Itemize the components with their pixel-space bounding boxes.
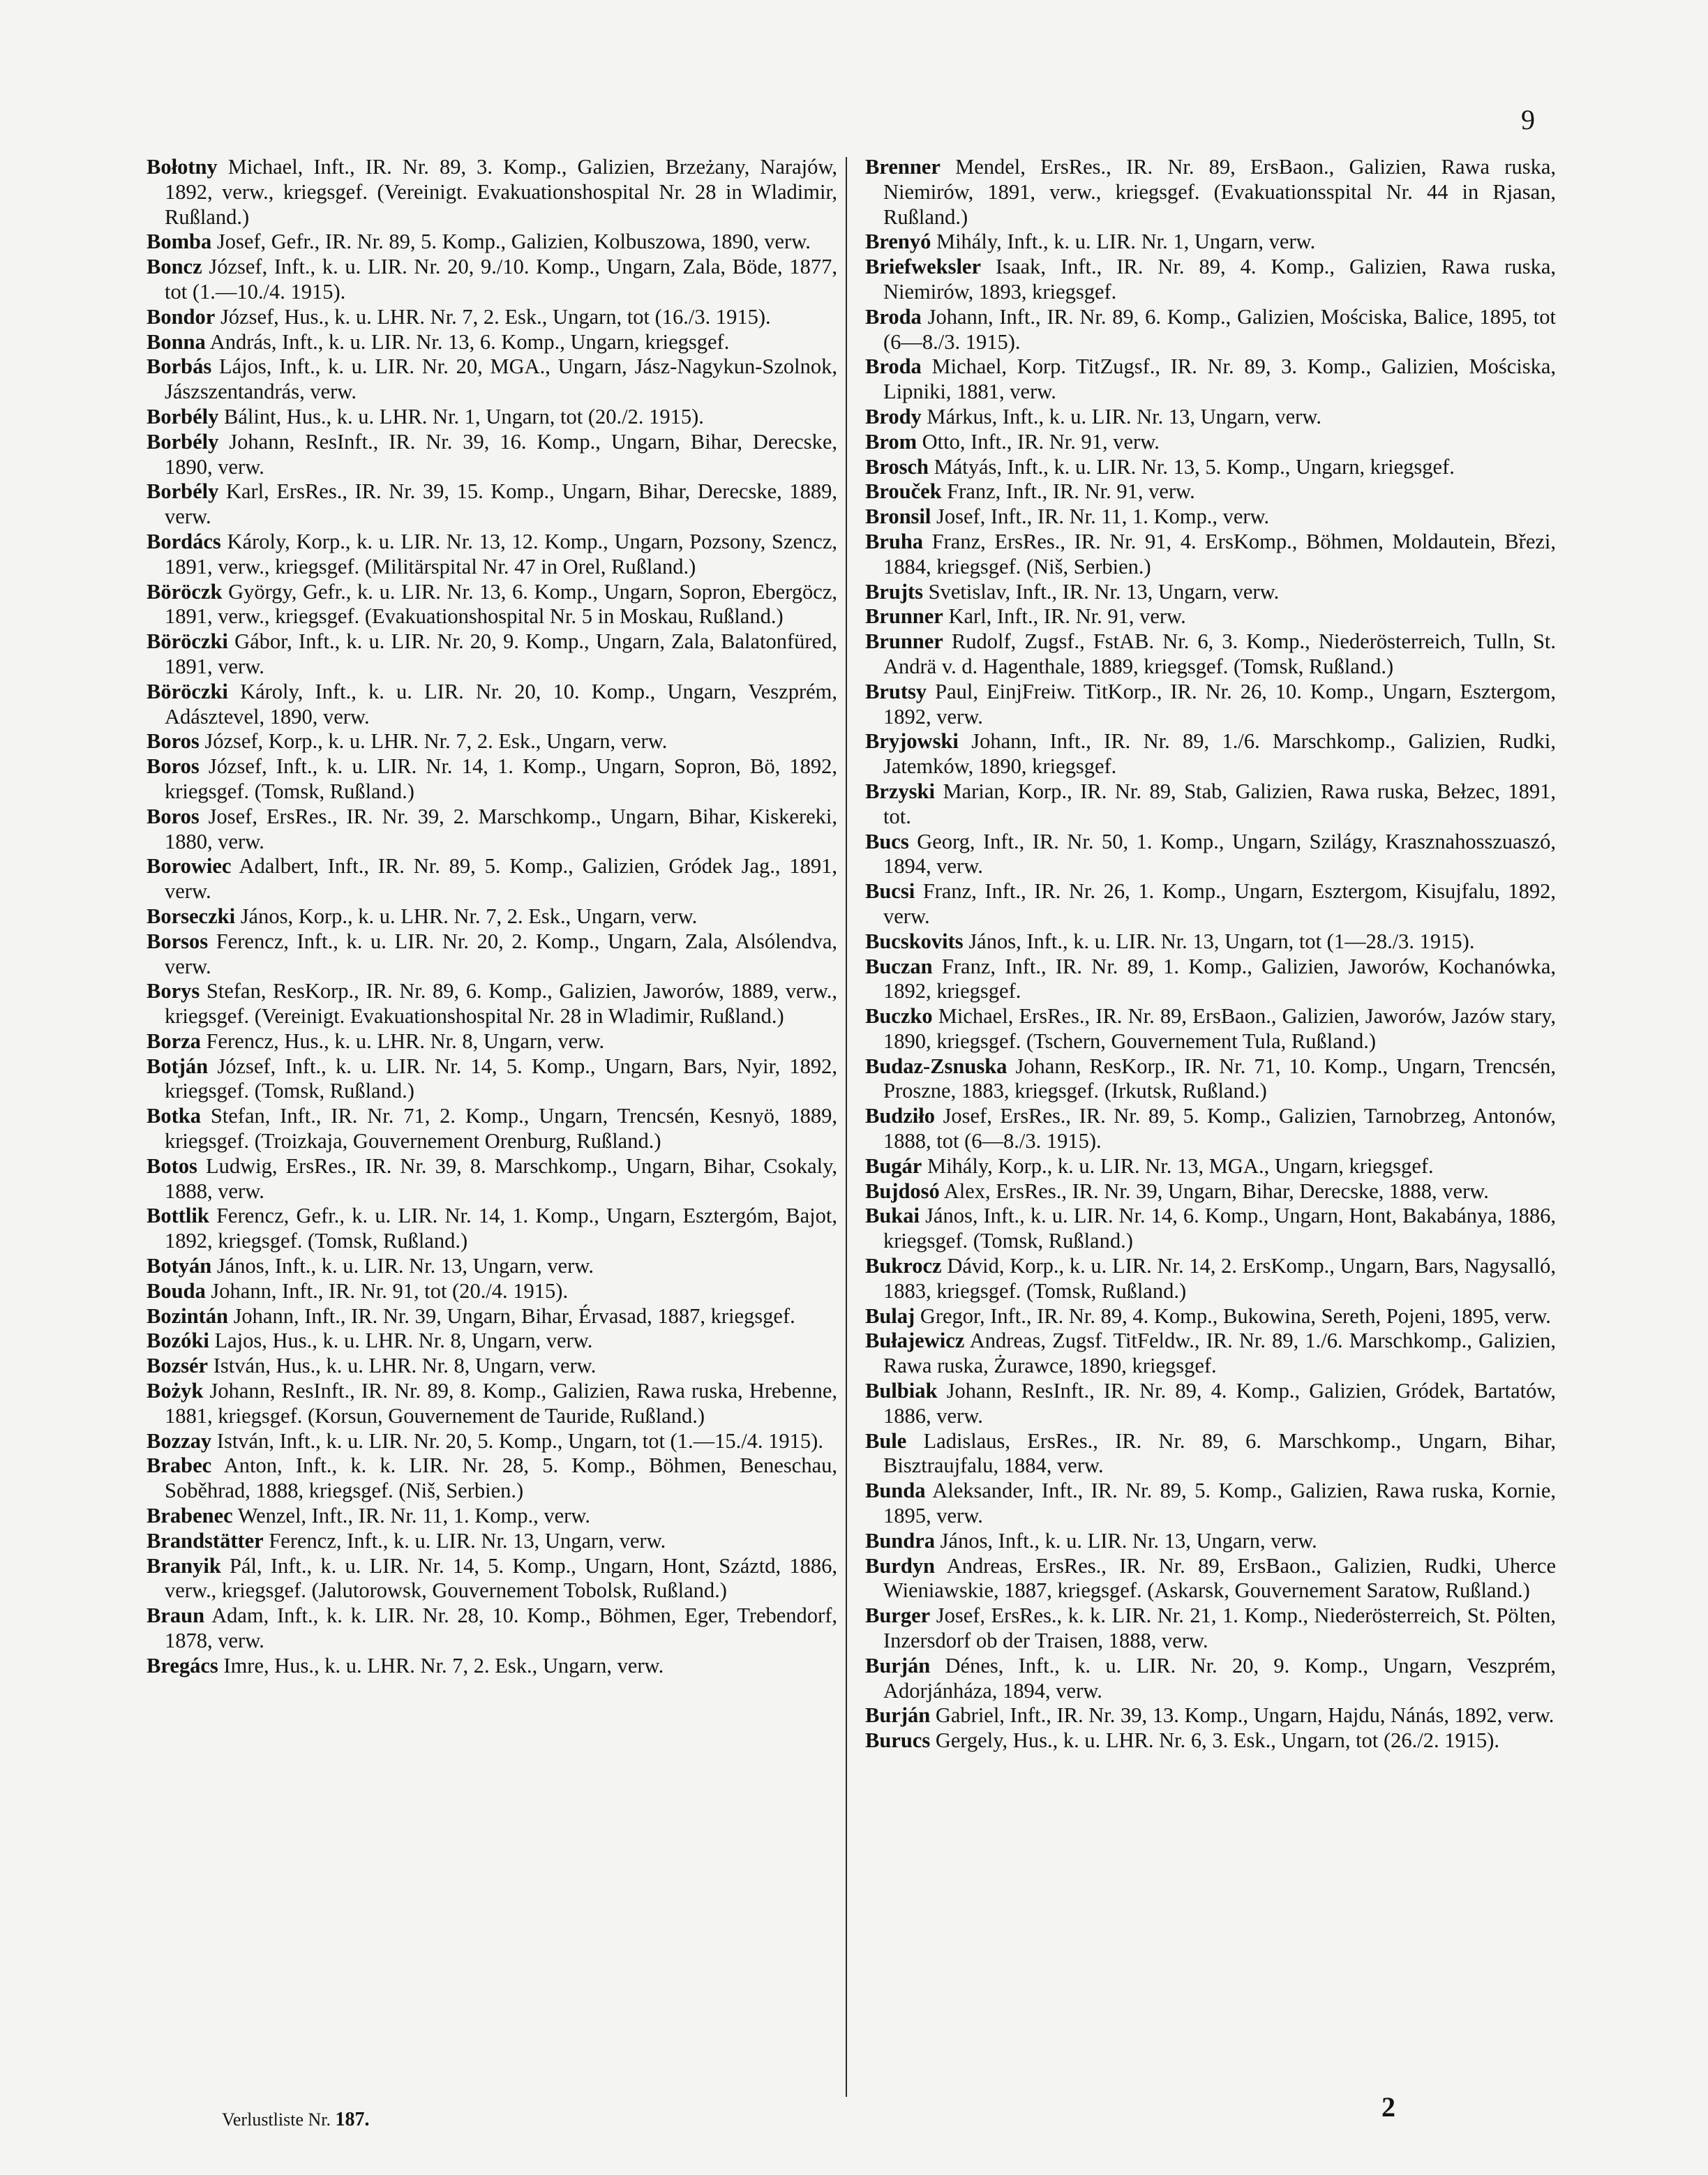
- casualty-entry: [147, 854, 837, 904]
- entry-surname: Borbély: [147, 479, 219, 504]
- entry-details: Paul, EinjFreiw. TitKorp., IR. Nr. 26, 10. Komp., Ungarn, Esztergom, 1892, verw.: [883, 679, 1557, 728]
- casualty-entry: [147, 1054, 837, 1105]
- casualty-entry: [147, 754, 837, 805]
- casualty-entry: [865, 1604, 1556, 1654]
- casualty-entry: [147, 1154, 837, 1204]
- entry-surname: Brunner: [865, 629, 943, 654]
- entry-details: Gábor, Inft., k. u. LIR. Nr. 20, 9. Komp., Ungarn, Zala, Balatonfüred, 1891, verw.: [165, 629, 837, 678]
- entry-details: Ferencz, Inft., k. u. LIR. Nr. 13, Ungarn, verw.: [269, 1528, 666, 1553]
- entry-surname: Briefweksler: [865, 255, 981, 279]
- entry-surname: Bruha: [865, 529, 924, 553]
- entry-details: Adalbert, Inft., IR. Nr. 89, 5. Komp., Galizien, Gródek Jag., 1891, verw.: [165, 854, 837, 904]
- entry-surname: Boros: [147, 729, 200, 754]
- entry-details: Otto, Inft., IR. Nr. 91, verw.: [922, 429, 1160, 454]
- casualty-entry: [865, 530, 1556, 580]
- entry-surname: Brandstätter: [147, 1528, 264, 1553]
- entry-surname: Botyán: [147, 1254, 212, 1278]
- casualty-entry: [865, 879, 1556, 929]
- casualty-entry: [865, 230, 1556, 255]
- casualty-entry: [865, 1728, 1556, 1754]
- entry-surname: Bronsil: [865, 504, 931, 529]
- entry-details: János, Korp., k. u. LHR. Nr. 7, 2. Esk., Ungarn, verw.: [240, 904, 698, 928]
- entry-details: Wenzel, Inft., IR. Nr. 11, 1. Komp., verw.: [237, 1504, 590, 1528]
- entry-surname: Bunda: [865, 1479, 926, 1503]
- entry-surname: Boros: [147, 754, 200, 779]
- entry-details: Josef, ErsRes., IR. Nr. 39, 2. Marschkomp., Ungarn, Bihar, Kiskereki, 1880, verw.: [165, 804, 838, 853]
- casualty-entry: [147, 904, 837, 929]
- entry-details: Michael, Korp. TitZugsf., IR. Nr. 89, 3. Komp., Galizien, Mościska, Lipniki, 1881, verw.: [883, 354, 1556, 404]
- right-column: [865, 155, 1556, 1754]
- entry-details: József, Inft., k. u. LIR. Nr. 14, 1. Komp., Ungarn, Sopron, Bö, 1892, kriegsgef. (Tomsk, Rußland.): [165, 754, 838, 803]
- casualty-entry: [147, 530, 837, 580]
- casualty-entry: [147, 1654, 837, 1679]
- entry-surname: Böröczk: [147, 579, 223, 604]
- entry-surname: Bulaj: [865, 1303, 915, 1328]
- column-divider: [846, 157, 847, 2097]
- entry-details: Georg, Inft., IR. Nr. 50, 1. Komp., Ungarn, Szilágy, Krasznahosszuaszó, 1894, verw.: [883, 829, 1556, 879]
- entry-surname: Branyik: [147, 1553, 221, 1578]
- entry-details: Andreas, Zugsf. TitFeldw., IR. Nr. 89, 1./6. Marschkomp., Galizien, Rawa ruska, Żurawce, 1890, kriegsgef.: [883, 1329, 1556, 1378]
- casualty-entry: [865, 479, 1556, 504]
- entry-surname: Borbás: [147, 354, 212, 379]
- entry-details: Josef, ErsRes., k. k. LIR. Nr. 21, 1. Komp., Niederösterreich, St. Pölten, Inzersdorf ob der Traisen, 1888, verw.: [883, 1604, 1556, 1653]
- casualty-entry: [147, 805, 837, 855]
- casualty-entry: [865, 1429, 1556, 1479]
- casualty-entry: [865, 1329, 1556, 1379]
- entry-surname: Burján: [865, 1703, 931, 1728]
- entry-surname: Borza: [147, 1029, 201, 1053]
- entry-details: Gabriel, Inft., IR. Nr. 39, 13. Komp., Ungarn, Hajdu, Nánás, 1892, verw.: [935, 1703, 1555, 1728]
- entry-surname: Brom: [865, 429, 917, 454]
- entry-details: Franz, ErsRes., IR. Nr. 91, 4. ErsKomp., Böhmen, Moldautein, Březi, 1884, kriegsgef. (Niš, Serbien.): [883, 529, 1556, 578]
- entry-details: Ferencz, Gefr., k. u. LIR. Nr. 14, 1. Komp., Ungarn, Esztergóm, Bajot, 1892, kriegsgef. (Tomsk, Rußland.): [165, 1204, 837, 1253]
- entry-details: Gregor, Inft., IR. Nr. 89, 4. Komp., Bukowina, Sereth, Pojeni, 1895, verw.: [920, 1303, 1551, 1328]
- entry-surname: Buczko: [865, 1004, 933, 1029]
- entry-surname: Bozintán: [147, 1303, 228, 1328]
- entry-details: Ferencz, Inft., k. u. LIR. Nr. 20, 2. Komp., Ungarn, Zala, Alsólendva, verw.: [165, 929, 838, 978]
- entry-surname: Bucskovits: [865, 929, 964, 953]
- entry-surname: Broda: [865, 304, 922, 329]
- entry-details: Franz, Inft., IR. Nr. 89, 1. Komp., Galizien, Jaworów, Kochanówka, 1892, kriegsgef.: [883, 954, 1557, 1003]
- entry-surname: Burucs: [865, 1728, 931, 1753]
- casualty-entry: [865, 1004, 1556, 1054]
- entry-surname: Botka: [147, 1104, 201, 1128]
- casualty-entry: [147, 305, 837, 330]
- signature-number: 187.: [335, 2109, 370, 2130]
- entry-details: Alex, ErsRes., IR. Nr. 39, Ungarn, Bihar, Derecske, 1888, verw.: [943, 1179, 1489, 1203]
- entry-surname: Bulbiak: [865, 1379, 938, 1403]
- signature-label: Verlustliste Nr.: [222, 2109, 331, 2130]
- entry-surname: Botos: [147, 1153, 197, 1178]
- entry-details: Márkus, Inft., k. u. LIR. Nr. 13, Ungarn, verw.: [927, 404, 1321, 428]
- entry-details: Stefan, ResKorp., IR. Nr. 89, 6. Komp., Galizien, Jaworów, 1889, verw., kriegsgef. (Vereinigt. Evakuationshospital Nr. 28 in Wladimir, Rußland.): [165, 979, 837, 1029]
- entry-details: Johann, Inft., IR. Nr. 91, tot (20./4. 1915).: [211, 1278, 569, 1303]
- entry-surname: Borsos: [147, 929, 209, 953]
- casualty-entry: [147, 1279, 837, 1304]
- entry-surname: Brutsy: [865, 679, 927, 703]
- casualty-entry: [147, 1529, 837, 1554]
- entry-details: József, Inft., k. u. LIR. Nr. 20, 9./10. Komp., Ungarn, Zala, Böde, 1877, tot (1.—10./4. 1915).: [165, 255, 838, 304]
- entry-details: Andreas, ErsRes., IR. Nr. 89, ErsBaon., Galizien, Rudki, Uherce Wieniawskie, 1887, kriegsgef. (Askarsk, Gouvernement Saratow, Rußland.): [883, 1553, 1556, 1603]
- casualty-entry: [865, 1554, 1556, 1604]
- entry-details: Ladislaus, ErsRes., IR. Nr. 89, 6. Marschkomp., Ungarn, Bihar, Bisztraujfalu, 1884, verw.: [883, 1428, 1556, 1478]
- entry-surname: Bonna: [147, 329, 206, 354]
- entry-surname: Bukrocz: [865, 1254, 942, 1278]
- casualty-entry: [865, 1379, 1556, 1429]
- casualty-entry: [865, 354, 1556, 405]
- entry-details: Franz, Inft., IR. Nr. 26, 1. Komp., Ungarn, Esztergom, Kisujfalu, 1892, verw.: [883, 879, 1556, 928]
- entry-surname: Burján: [865, 1653, 931, 1677]
- casualty-entry: [147, 1379, 837, 1429]
- entry-details: Josef, Gefr., IR. Nr. 89, 5. Komp., Galizien, Kolbuszowa, 1890, verw.: [216, 230, 811, 254]
- entry-surname: Böröczki: [147, 629, 228, 654]
- casualty-entry: [147, 1354, 837, 1379]
- entry-surname: Bregács: [147, 1653, 218, 1677]
- casualty-entry: [147, 1204, 837, 1254]
- entry-details: János, Inft., k. u. LIR. Nr. 13, Ungarn, verw.: [940, 1528, 1317, 1553]
- casualty-entry: [865, 1654, 1556, 1704]
- casualty-entry: [865, 955, 1556, 1005]
- casualty-entry: [865, 1204, 1556, 1254]
- entry-details: István, Inft., k. u. LIR. Nr. 20, 5. Komp., Ungarn, tot (1.—15./4. 1915).: [216, 1428, 823, 1453]
- casualty-entry: [147, 1304, 837, 1329]
- casualty-entry: [147, 1604, 837, 1654]
- entry-surname: Bryjowski: [865, 729, 959, 754]
- casualty-entry: [865, 1254, 1556, 1304]
- entry-details: Károly, Inft., k. u. LIR. Nr. 20, 10. Komp., Ungarn, Veszprém, Adásztevel, 1890, verw.: [165, 679, 838, 728]
- entry-details: Johann, Inft., IR. Nr. 39, Ungarn, Bihar, Érvasad, 1887, kriegsgef.: [233, 1303, 795, 1328]
- casualty-entry: [147, 230, 837, 255]
- signature-footer: [222, 2109, 370, 2131]
- entry-surname: Bundra: [865, 1528, 936, 1553]
- casualty-entry: [147, 1329, 837, 1354]
- entry-surname: Bołotny: [147, 155, 218, 179]
- entry-surname: Bozóki: [147, 1329, 209, 1353]
- entry-surname: Böröczki: [147, 679, 228, 703]
- entry-surname: Borbély: [147, 429, 219, 454]
- entry-surname: Bułajewicz: [865, 1329, 965, 1353]
- entry-details: Michael, ErsRes., IR. Nr. 89, ErsBaon., Galizien, Jaworów, Jazów stary, 1890, kriegsgef. (Tschern, Gouvernement Tula, Rußland.): [883, 1004, 1556, 1053]
- entry-details: Mátyás, Inft., k. u. LIR. Nr. 13, 5. Komp., Ungarn, kriegsgef.: [934, 454, 1455, 479]
- casualty-entry: [865, 405, 1556, 430]
- entry-surname: Bozzay: [147, 1428, 212, 1453]
- entry-surname: Buczan: [865, 954, 933, 978]
- casualty-entry: [865, 929, 1556, 955]
- entry-details: Ferencz, Hus., k. u. LHR. Nr. 8, Ungarn, verw.: [206, 1029, 605, 1053]
- entry-details: Johann, ResInft., IR. Nr. 89, 8. Komp., Galizien, Rawa ruska, Hrebenne, 1881, kriegsgef. (Korsun, Gouvernement de Tauride, Rußland.): [165, 1379, 838, 1428]
- entry-details: Stefan, Inft., IR. Nr. 71, 2. Komp., Ungarn, Trencsén, Kesnyö, 1889, kriegsgef. (Troizkaja, Gouvernement Orenburg, Rußland.): [165, 1104, 838, 1153]
- entry-details: András, Inft., k. u. LIR. Nr. 13, 6. Komp., Ungarn, kriegsgef.: [209, 329, 730, 354]
- entry-surname: Budaz-Zsnuska: [865, 1054, 1007, 1078]
- entry-details: Johann, ResInft., IR. Nr. 89, 4. Komp., Galizien, Gródek, Bartatów, 1886, verw.: [883, 1379, 1557, 1428]
- entry-details: Bálint, Hus., k. u. LHR. Nr. 1, Ungarn, tot (20./2. 1915).: [223, 404, 704, 428]
- entry-surname: Botján: [147, 1054, 209, 1078]
- entry-surname: Borbély: [147, 404, 219, 428]
- entry-details: Karl, Inft., IR. Nr. 91, verw.: [948, 604, 1186, 629]
- entry-surname: Borowiec: [147, 854, 232, 879]
- entry-details: Mihály, Inft., k. u. LIR. Nr. 1, Ungarn, verw.: [936, 230, 1316, 254]
- casualty-entry: [147, 354, 837, 405]
- entry-surname: Bugár: [865, 1153, 922, 1178]
- entry-surname: Burger: [865, 1604, 931, 1628]
- casualty-entry: [865, 305, 1556, 355]
- casualty-entry: [147, 405, 837, 430]
- entry-details: Mihály, Korp., k. u. LIR. Nr. 13, MGA., Ungarn, kriegsgef.: [927, 1153, 1434, 1178]
- casualty-entry: [147, 580, 837, 630]
- entry-details: Károly, Korp., k. u. LIR. Nr. 13, 12. Komp., Ungarn, Pozsony, Szencz, 1891, verw., kriegsgef. (Militärspital Nr. 47 in Orel, Rußland.): [165, 529, 838, 578]
- entry-surname: Brenyó: [865, 230, 931, 254]
- casualty-entry: [865, 779, 1556, 830]
- entry-details: Lajos, Hus., k. u. LHR. Nr. 8, Ungarn, verw.: [214, 1329, 593, 1353]
- entry-details: János, Inft., k. u. LIR. Nr. 14, 6. Komp., Ungarn, Hont, Bakabánya, 1886, kriegsgef. (Tomsk, Rußland.): [883, 1204, 1556, 1253]
- entry-surname: Bule: [865, 1428, 907, 1453]
- entry-details: Isaak, Inft., IR. Nr. 89, 4. Komp., Galizien, Rawa ruska, Niemirów, 1893, kriegsgef.: [883, 255, 1556, 304]
- entry-surname: Bucsi: [865, 879, 915, 904]
- entry-surname: Bożyk: [147, 1379, 204, 1403]
- entry-details: Marian, Korp., IR. Nr. 89, Stab, Galizien, Rawa ruska, Bełzec, 1891, tot.: [883, 779, 1557, 828]
- entry-surname: Budziło: [865, 1104, 936, 1128]
- entry-surname: Brenner: [865, 155, 941, 179]
- casualty-entry: [147, 1254, 837, 1279]
- casualty-entry: [865, 1054, 1556, 1105]
- entry-details: István, Hus., k. u. LHR. Nr. 8, Ungarn, verw.: [213, 1354, 597, 1378]
- entry-surname: Brabenec: [147, 1504, 233, 1528]
- entry-details: Johann, ResKorp., IR. Nr. 71, 10. Komp., Ungarn, Trencsén, Proszne, 1883, kriegsgef. (Irkutsk, Rußland.): [883, 1054, 1556, 1103]
- casualty-entry: [865, 1479, 1556, 1529]
- casualty-entry: [865, 430, 1556, 455]
- casualty-entry: [147, 1453, 837, 1504]
- entry-surname: Brzyski: [865, 779, 935, 803]
- entry-details: Svetislav, Inft., IR. Nr. 13, Ungarn, verw.: [928, 579, 1280, 604]
- entry-surname: Braun: [147, 1604, 205, 1628]
- casualty-entry: [865, 1703, 1556, 1728]
- entry-surname: Borys: [147, 979, 200, 1003]
- entry-surname: Bozsér: [147, 1354, 209, 1378]
- casualty-entry: [865, 1529, 1556, 1554]
- entry-details: József, Inft., k. u. LIR. Nr. 14, 5. Komp., Ungarn, Bars, Nyir, 1892, kriegsgef. (Tomsk, Rußland.): [165, 1054, 837, 1103]
- entry-details: Adam, Inft., k. k. LIR. Nr. 28, 10. Komp., Böhmen, Eger, Trebendorf, 1878, verw.: [165, 1604, 837, 1653]
- entry-details: Dávid, Korp., k. u. LIR. Nr. 14, 2. ErsKomp., Ungarn, Bars, Nagysalló, 1883, kriegsgef. (Tomsk, Rußland.): [883, 1254, 1556, 1303]
- casualty-entry: [865, 729, 1556, 779]
- casualty-entry: [865, 1304, 1556, 1329]
- page-number: 9: [1521, 104, 1535, 135]
- entry-details: Michael, Inft., IR. Nr. 89, 3. Komp., Galizien, Brzeżany, Narajów, 1892, verw., kriegsgef. (Vereinigt. Evakuationshospital Nr. 28 in Wladimir, Rußland.): [165, 155, 838, 229]
- entry-surname: Bottlik: [147, 1204, 209, 1228]
- entry-surname: Boncz: [147, 255, 202, 279]
- entry-surname: Brosch: [865, 454, 929, 479]
- casualty-entry: [865, 680, 1556, 730]
- casualty-entry: [147, 255, 837, 305]
- casualty-entry: [865, 455, 1556, 480]
- entry-surname: Brouček: [865, 479, 942, 504]
- casualty-entry: [865, 1154, 1556, 1179]
- entry-details: János, Inft., k. u. LIR. Nr. 13, Ungarn, tot (1—28./3. 1915).: [968, 929, 1475, 953]
- entry-surname: Bucs: [865, 829, 909, 853]
- entry-surname: Bukai: [865, 1204, 920, 1228]
- casualty-entry: [147, 1104, 837, 1154]
- casualty-entry: [147, 1504, 837, 1529]
- entry-details: Josef, ErsRes., IR. Nr. 89, 5. Komp., Galizien, Tarnobrzeg, Antonów, 1888, tot (6—8./3. 1915).: [883, 1104, 1557, 1153]
- entry-details: Lájos, Inft., k. u. LIR. Nr. 20, MGA., Ungarn, Jász-Nagykun-Szolnok, Jászszentandrás, verw.: [165, 354, 837, 404]
- entry-details: Josef, Inft., IR. Nr. 11, 1. Komp., verw.: [936, 504, 1270, 529]
- entry-details: Johann, Inft., IR. Nr. 89, 1./6. Marschkomp., Galizien, Rudki, Jatemków, 1890, kriegsgef.: [883, 729, 1556, 779]
- casualty-entry: [865, 1179, 1556, 1204]
- casualty-entry: [147, 1029, 837, 1054]
- entry-details: Gergely, Hus., k. u. LHR. Nr. 6, 3. Esk., Ungarn, tot (26./2. 1915).: [935, 1728, 1500, 1753]
- casualty-entry: [147, 929, 837, 980]
- casualty-entry: [865, 830, 1556, 880]
- entry-details: József, Hus., k. u. LHR. Nr. 7, 2. Esk., Ungarn, tot (16./3. 1915).: [220, 304, 771, 329]
- entry-details: József, Korp., k. u. LHR. Nr. 7, 2. Esk., Ungarn, verw.: [204, 729, 668, 754]
- entry-surname: Boros: [147, 804, 200, 828]
- casualty-entry: [865, 1104, 1556, 1154]
- entry-surname: Borseczki: [147, 904, 236, 928]
- entry-details: Dénes, Inft., k. u. LIR. Nr. 20, 9. Komp., Ungarn, Veszprém, Adorjánháza, 1894, verw.: [883, 1653, 1556, 1703]
- casualty-entry: [147, 680, 837, 730]
- entry-details: Franz, Inft., IR. Nr. 91, verw.: [947, 479, 1195, 504]
- entry-surname: Bouda: [147, 1278, 206, 1303]
- entry-details: Imre, Hus., k. u. LHR. Nr. 7, 2. Esk., Ungarn, verw.: [223, 1653, 664, 1677]
- casualty-entry: [147, 330, 837, 355]
- entry-details: Anton, Inft., k. k. LIR. Nr. 28, 5. Komp., Böhmen, Beneschau, Soběhrad, 1888, kriegsgef. (Niš, Serbien.): [165, 1453, 837, 1503]
- entry-details: Johann, Inft., IR. Nr. 89, 6. Komp., Galizien, Mościska, Balice, 1895, tot (6—8./3. 1915).: [883, 304, 1557, 354]
- casualty-entry: [147, 155, 837, 230]
- entry-details: György, Gefr., k. u. LIR. Nr. 13, 6. Komp., Ungarn, Sopron, Ebergöcz, 1891, verw., kriegsgef. (Evakuationshospital Nr. 5 in Moskau, Rußland.): [165, 579, 837, 629]
- entry-details: Johann, ResInft., IR. Nr. 39, 16. Komp., Ungarn, Bihar, Derecske, 1890, verw.: [165, 429, 838, 479]
- entry-surname: Burdyn: [865, 1553, 936, 1578]
- casualty-entry: [147, 1554, 837, 1604]
- entry-surname: Brabec: [147, 1453, 212, 1478]
- entry-details: János, Inft., k. u. LIR. Nr. 13, Ungarn, verw.: [216, 1254, 594, 1278]
- casualty-entry: [147, 729, 837, 754]
- casualty-entry: [147, 629, 837, 680]
- casualty-entry: [865, 629, 1556, 680]
- entry-surname: Brody: [865, 404, 922, 428]
- entry-surname: Bujdosó: [865, 1179, 940, 1203]
- entry-surname: Broda: [865, 354, 922, 379]
- entry-surname: Brujts: [865, 579, 924, 604]
- left-column: [147, 155, 837, 1679]
- casualty-entry: [147, 979, 837, 1029]
- entry-surname: Bomba: [147, 230, 212, 254]
- casualty-entry: [147, 479, 837, 530]
- entry-surname: Bondor: [147, 304, 216, 329]
- casualty-entry: [865, 155, 1556, 230]
- entry-surname: Bordács: [147, 529, 221, 553]
- casualty-entry: [865, 255, 1556, 305]
- casualty-entry: [147, 1429, 837, 1454]
- entry-details: Karl, ErsRes., IR. Nr. 39, 15. Komp., Ungarn, Bihar, Derecske, 1889, verw.: [165, 479, 837, 529]
- entry-details: Pál, Inft., k. u. LIR. Nr. 14, 5. Komp., Ungarn, Hont, Száztd, 1886, verw., kriegsgef. (Jalutorowsk, Gouvernement Tobolsk, Rußland.): [165, 1553, 837, 1603]
- casualty-entry: [147, 430, 837, 480]
- entry-details: Mendel, ErsRes., IR. Nr. 89, ErsBaon., Galizien, Rawa ruska, Niemirów, 1891, verw., kriegsgef. (Evakuationsspital Nr. 44 in Rjasan, Rußland.): [883, 155, 1556, 229]
- entry-details: Ludwig, ErsRes., IR. Nr. 39, 8. Marschkomp., Ungarn, Bihar, Csokaly, 1888, verw.: [165, 1153, 837, 1203]
- entry-details: Aleksander, Inft., IR. Nr. 89, 5. Komp., Galizien, Rawa ruska, Kornie, 1895, verw.: [883, 1479, 1556, 1528]
- entry-surname: Brunner: [865, 604, 943, 629]
- sheet-number: 2: [1381, 2091, 1395, 2123]
- entry-details: Rudolf, Zugsf., FstAB. Nr. 6, 3. Komp., Niederösterreich, Tulln, St. Andrä v. d. Hagenthale, 1889, kriegsgef. (Tomsk, Rußland.): [883, 629, 1557, 678]
- casualty-entry: [865, 604, 1556, 629]
- casualty-entry: [865, 504, 1556, 530]
- casualty-entry: [865, 580, 1556, 605]
